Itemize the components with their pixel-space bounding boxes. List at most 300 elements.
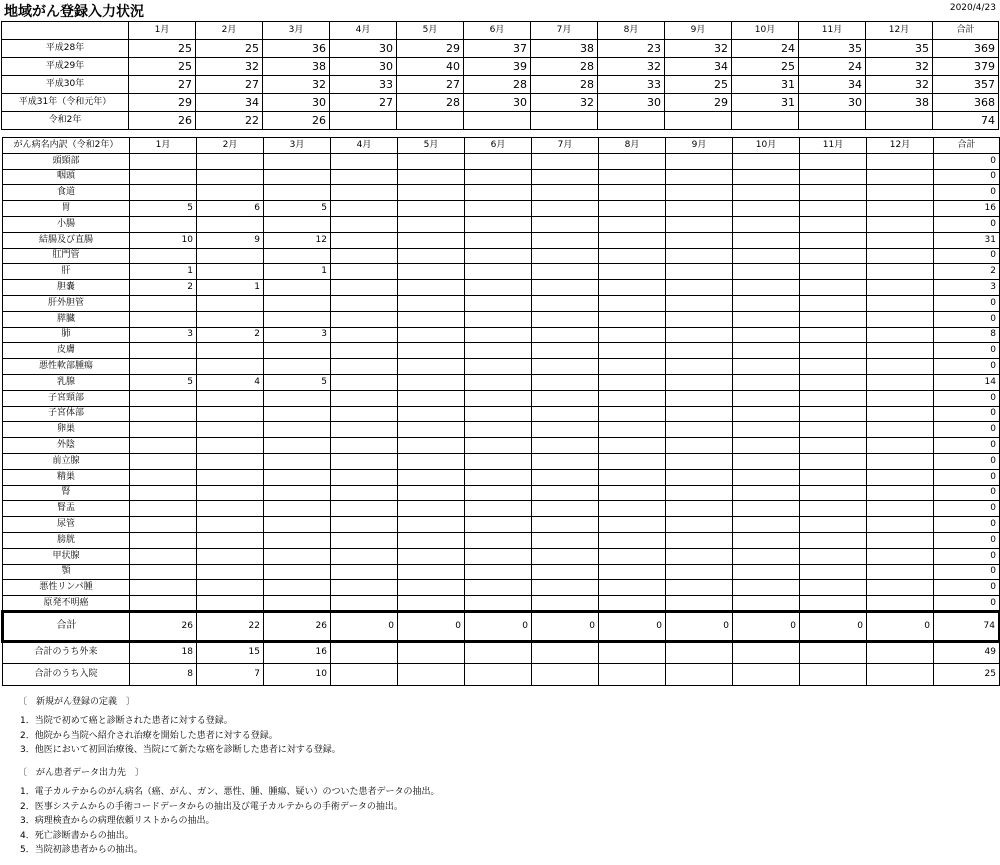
value-cell — [465, 343, 532, 359]
value-cell — [867, 327, 934, 343]
value-cell — [398, 469, 465, 485]
column-header: 10月 — [732, 22, 799, 40]
value-cell — [733, 264, 800, 280]
value-cell: 38 — [531, 40, 598, 58]
value-cell — [599, 406, 666, 422]
value-cell — [532, 485, 599, 501]
note-item: 2．医事システムからの手術コードデータからの抽出及び電子カルテからの手術データの抽出。 — [20, 801, 403, 812]
value-cell — [398, 216, 465, 232]
value-cell — [465, 185, 532, 201]
value-cell — [331, 201, 398, 217]
value-cell — [264, 438, 331, 454]
value-cell — [264, 453, 331, 469]
value-cell — [197, 485, 264, 501]
value-cell — [398, 406, 465, 422]
value-cell — [867, 201, 934, 217]
value-cell — [264, 280, 331, 296]
value-cell — [800, 374, 867, 390]
value-cell: 357 — [933, 76, 999, 94]
value-cell — [532, 295, 599, 311]
column-header: 合計 — [933, 22, 999, 40]
value-cell: 5 — [130, 374, 197, 390]
value-cell — [532, 641, 599, 663]
row-label: 前立腺 — [3, 453, 130, 469]
value-cell — [666, 469, 733, 485]
value-cell: 0 — [800, 611, 867, 641]
value-cell — [800, 641, 867, 663]
value-cell — [867, 596, 934, 612]
value-cell — [666, 517, 733, 533]
value-cell — [800, 532, 867, 548]
value-cell — [197, 216, 264, 232]
row-label: 皮膚 — [3, 343, 130, 359]
value-cell — [398, 532, 465, 548]
value-cell — [264, 359, 331, 375]
note-item: 1．当院で初めて癌と診断された患者に対する登録。 — [20, 716, 233, 726]
value-cell — [130, 153, 197, 169]
value-cell: 29 — [397, 40, 464, 58]
value-cell: 1 — [264, 264, 331, 280]
value-cell — [599, 501, 666, 517]
value-cell: 24 — [732, 40, 799, 58]
value-cell — [800, 663, 867, 685]
value-cell — [331, 264, 398, 280]
value-cell — [264, 564, 331, 580]
value-cell: 0 — [934, 422, 1000, 438]
table-row — [3, 216, 1000, 232]
value-cell: 3 — [264, 327, 331, 343]
value-cell — [800, 248, 867, 264]
row-label-header: がん病名内訳（令和2年） — [3, 138, 130, 154]
value-cell — [331, 406, 398, 422]
value-cell — [800, 216, 867, 232]
note-item: 1．電子カルテからのがん病名（癌、がん、ガン、悪性、腫、腫瘍、疑い）のついた患者データの抽出。 — [20, 787, 440, 797]
value-cell — [733, 453, 800, 469]
value-cell: 0 — [934, 185, 1000, 201]
value-cell — [197, 596, 264, 612]
value-cell: 0 — [934, 453, 1000, 469]
value-cell — [665, 112, 732, 130]
value-cell: 0 — [934, 564, 1000, 580]
row-label: 合計のうち入院 — [3, 663, 130, 685]
value-cell — [264, 311, 331, 327]
value-cell — [264, 185, 331, 201]
value-cell — [599, 422, 666, 438]
value-cell — [130, 501, 197, 517]
value-cell — [532, 406, 599, 422]
row-label: 合計 — [3, 611, 130, 641]
value-cell — [733, 501, 800, 517]
value-cell: 0 — [599, 611, 666, 641]
value-cell — [264, 548, 331, 564]
value-cell — [666, 232, 733, 248]
value-cell — [866, 112, 933, 130]
value-cell — [599, 311, 666, 327]
value-cell — [733, 374, 800, 390]
value-cell — [465, 422, 532, 438]
value-cell — [264, 295, 331, 311]
value-cell — [331, 422, 398, 438]
table-row — [3, 185, 1000, 201]
table-row — [3, 580, 1000, 596]
value-cell — [197, 359, 264, 375]
value-cell — [800, 311, 867, 327]
value-cell — [867, 359, 934, 375]
value-cell — [331, 327, 398, 343]
value-cell — [130, 453, 197, 469]
value-cell — [800, 501, 867, 517]
value-cell: 26 — [263, 112, 330, 130]
value-cell: 32 — [598, 58, 665, 76]
value-cell: 2 — [197, 327, 264, 343]
value-cell — [666, 359, 733, 375]
value-cell — [197, 548, 264, 564]
value-cell — [867, 280, 934, 296]
value-cell — [666, 264, 733, 280]
value-cell: 0 — [934, 501, 1000, 517]
value-cell: 0 — [934, 469, 1000, 485]
value-cell: 32 — [531, 94, 598, 112]
value-cell — [197, 169, 264, 185]
value-cell: 27 — [330, 94, 397, 112]
value-cell — [733, 390, 800, 406]
value-cell — [666, 406, 733, 422]
cancer-breakdown-table — [1, 137, 1000, 686]
value-cell — [264, 406, 331, 422]
table-row — [3, 232, 1000, 248]
column-header: 7月 — [531, 22, 598, 40]
value-cell — [264, 169, 331, 185]
value-cell: 24 — [799, 58, 866, 76]
value-cell — [197, 517, 264, 533]
value-cell — [867, 311, 934, 327]
value-cell — [331, 153, 398, 169]
value-cell — [130, 406, 197, 422]
value-cell: 9 — [197, 232, 264, 248]
value-cell: 27 — [397, 76, 464, 94]
value-cell — [666, 596, 733, 612]
value-cell — [532, 311, 599, 327]
value-cell: 34 — [799, 76, 866, 94]
value-cell — [867, 485, 934, 501]
value-cell — [398, 185, 465, 201]
value-cell — [733, 311, 800, 327]
value-cell: 0 — [934, 216, 1000, 232]
value-cell — [465, 248, 532, 264]
value-cell — [666, 532, 733, 548]
row-label: 胆嚢 — [3, 280, 130, 296]
value-cell — [398, 232, 465, 248]
value-cell — [666, 564, 733, 580]
value-cell — [264, 517, 331, 533]
table-row — [3, 248, 1000, 264]
row-label: 原発不明癌 — [3, 596, 130, 612]
value-cell — [599, 469, 666, 485]
value-cell — [599, 185, 666, 201]
value-cell: 0 — [934, 248, 1000, 264]
value-cell — [666, 169, 733, 185]
value-cell — [331, 280, 398, 296]
row-label: 肝 — [3, 264, 130, 280]
column-header: 11月 — [800, 138, 867, 154]
value-cell — [867, 532, 934, 548]
value-cell — [599, 374, 666, 390]
value-cell — [666, 453, 733, 469]
value-cell — [465, 469, 532, 485]
value-cell — [599, 153, 666, 169]
value-cell — [465, 517, 532, 533]
value-cell — [733, 280, 800, 296]
table-row — [3, 343, 1000, 359]
value-cell: 0 — [934, 485, 1000, 501]
value-cell — [130, 359, 197, 375]
value-cell — [867, 232, 934, 248]
value-cell: 28 — [464, 76, 531, 94]
value-cell: 2 — [130, 280, 197, 296]
value-cell: 32 — [196, 58, 263, 76]
value-cell — [532, 232, 599, 248]
value-cell — [197, 469, 264, 485]
value-cell: 0 — [934, 596, 1000, 612]
value-cell — [398, 663, 465, 685]
table-row — [3, 548, 1000, 564]
row-label: 膀胱 — [3, 532, 130, 548]
row-label: 胃 — [3, 201, 130, 217]
value-cell: 6 — [197, 201, 264, 217]
value-cell: 0 — [733, 611, 800, 641]
column-header: 5月 — [398, 138, 465, 154]
value-cell: 35 — [799, 40, 866, 58]
value-cell: 35 — [866, 40, 933, 58]
yearly-registration-table — [1, 21, 999, 130]
value-cell — [800, 390, 867, 406]
value-cell — [331, 359, 398, 375]
value-cell: 0 — [867, 611, 934, 641]
value-cell: 74 — [934, 611, 1000, 641]
table-row — [3, 295, 1000, 311]
column-header: 12月 — [866, 22, 933, 40]
value-cell: 3 — [934, 280, 1000, 296]
value-cell — [532, 501, 599, 517]
row-label: 肺 — [3, 327, 130, 343]
row-label: 合計のうち外来 — [3, 641, 130, 663]
value-cell: 25 — [732, 58, 799, 76]
value-cell — [264, 501, 331, 517]
note-item: 5．当院初診患者からの抽出。 — [20, 845, 143, 855]
table-row — [3, 422, 1000, 438]
row-label: 膵臓 — [3, 311, 130, 327]
value-cell — [666, 153, 733, 169]
value-cell — [733, 153, 800, 169]
value-cell: 3 — [130, 327, 197, 343]
value-cell: 4 — [197, 374, 264, 390]
value-cell — [398, 517, 465, 533]
value-cell — [331, 390, 398, 406]
value-cell — [733, 359, 800, 375]
column-header: 3月 — [263, 22, 330, 40]
value-cell — [599, 532, 666, 548]
value-cell — [733, 248, 800, 264]
value-cell: 0 — [934, 311, 1000, 327]
value-cell — [800, 548, 867, 564]
value-cell — [331, 232, 398, 248]
row-label: 悪性リンパ腫 — [3, 580, 130, 596]
value-cell: 30 — [263, 94, 330, 112]
row-label: 精巣 — [3, 469, 130, 485]
column-header: 6月 — [464, 22, 531, 40]
table-row — [3, 611, 1000, 641]
value-cell — [800, 406, 867, 422]
value-cell — [398, 153, 465, 169]
value-cell — [666, 438, 733, 454]
value-cell — [465, 359, 532, 375]
header-row — [2, 22, 999, 40]
value-cell — [867, 153, 934, 169]
value-cell — [599, 596, 666, 612]
value-cell — [867, 216, 934, 232]
value-cell — [666, 216, 733, 232]
value-cell — [331, 185, 398, 201]
value-cell — [532, 532, 599, 548]
value-cell — [532, 327, 599, 343]
value-cell — [398, 295, 465, 311]
value-cell — [666, 295, 733, 311]
value-cell — [264, 580, 331, 596]
value-cell — [800, 422, 867, 438]
value-cell — [197, 264, 264, 280]
value-cell — [800, 232, 867, 248]
value-cell — [532, 248, 599, 264]
value-cell: 32 — [665, 40, 732, 58]
value-cell — [599, 248, 666, 264]
value-cell: 16 — [264, 641, 331, 663]
value-cell: 379 — [933, 58, 999, 76]
value-cell — [398, 438, 465, 454]
value-cell: 28 — [531, 76, 598, 94]
note-item: 3．他医において初回治療後、当院にて新たな癌を診断した患者に対する登録。 — [20, 745, 341, 755]
value-cell — [867, 438, 934, 454]
value-cell — [800, 201, 867, 217]
value-cell — [331, 501, 398, 517]
value-cell — [398, 248, 465, 264]
value-cell — [465, 311, 532, 327]
value-cell — [733, 422, 800, 438]
value-cell — [732, 112, 799, 130]
value-cell — [532, 185, 599, 201]
value-cell — [398, 641, 465, 663]
value-cell — [800, 517, 867, 533]
value-cell: 0 — [465, 611, 532, 641]
table-row — [3, 153, 1000, 169]
value-cell — [130, 532, 197, 548]
value-cell — [733, 580, 800, 596]
value-cell — [867, 343, 934, 359]
value-cell: 0 — [331, 611, 398, 641]
value-cell — [800, 327, 867, 343]
value-cell — [197, 422, 264, 438]
value-cell — [197, 501, 264, 517]
column-header: 9月 — [666, 138, 733, 154]
value-cell — [331, 453, 398, 469]
value-cell — [331, 469, 398, 485]
page-title: 地域がん登録入力状況 — [4, 4, 144, 20]
value-cell — [800, 485, 867, 501]
value-cell: 25 — [129, 40, 196, 58]
value-cell — [599, 169, 666, 185]
value-cell — [130, 248, 197, 264]
value-cell — [465, 232, 532, 248]
column-header: 11月 — [799, 22, 866, 40]
value-cell — [465, 641, 532, 663]
value-cell — [398, 201, 465, 217]
value-cell — [733, 343, 800, 359]
value-cell — [264, 390, 331, 406]
value-cell — [800, 343, 867, 359]
value-cell — [733, 406, 800, 422]
value-cell — [130, 580, 197, 596]
value-cell: 8 — [934, 327, 1000, 343]
value-cell — [666, 548, 733, 564]
value-cell: 1 — [130, 264, 197, 280]
value-cell: 30 — [330, 40, 397, 58]
value-cell: 29 — [129, 94, 196, 112]
value-cell — [532, 438, 599, 454]
value-cell — [599, 641, 666, 663]
value-cell — [197, 311, 264, 327]
value-cell — [264, 469, 331, 485]
value-cell: 22 — [196, 112, 263, 130]
value-cell — [465, 374, 532, 390]
row-label: 平成29年 — [2, 58, 129, 76]
row-label: 咽頭 — [3, 169, 130, 185]
table-row — [3, 311, 1000, 327]
row-label: 小腸 — [3, 216, 130, 232]
value-cell — [532, 374, 599, 390]
table-row — [3, 532, 1000, 548]
report-date: 2020/4/23 — [949, 3, 996, 13]
value-cell — [867, 501, 934, 517]
value-cell — [465, 564, 532, 580]
value-cell — [867, 295, 934, 311]
value-cell — [599, 295, 666, 311]
value-cell — [398, 343, 465, 359]
value-cell — [800, 169, 867, 185]
table-row — [2, 76, 999, 94]
value-cell: 25 — [934, 663, 1000, 685]
column-header: 3月 — [264, 138, 331, 154]
value-cell: 0 — [934, 532, 1000, 548]
table-row — [3, 374, 1000, 390]
value-cell: 7 — [197, 663, 264, 685]
value-cell — [264, 532, 331, 548]
value-cell — [331, 374, 398, 390]
table-row — [3, 453, 1000, 469]
value-cell — [733, 596, 800, 612]
value-cell — [465, 390, 532, 406]
value-cell — [197, 153, 264, 169]
table-row — [3, 663, 1000, 685]
value-cell — [197, 438, 264, 454]
value-cell: 26 — [129, 112, 196, 130]
row-label-header — [2, 22, 129, 40]
value-cell — [799, 112, 866, 130]
table-row — [3, 517, 1000, 533]
value-cell: 0 — [934, 548, 1000, 564]
table-row — [3, 564, 1000, 580]
value-cell — [398, 169, 465, 185]
value-cell — [867, 453, 934, 469]
value-cell — [130, 469, 197, 485]
